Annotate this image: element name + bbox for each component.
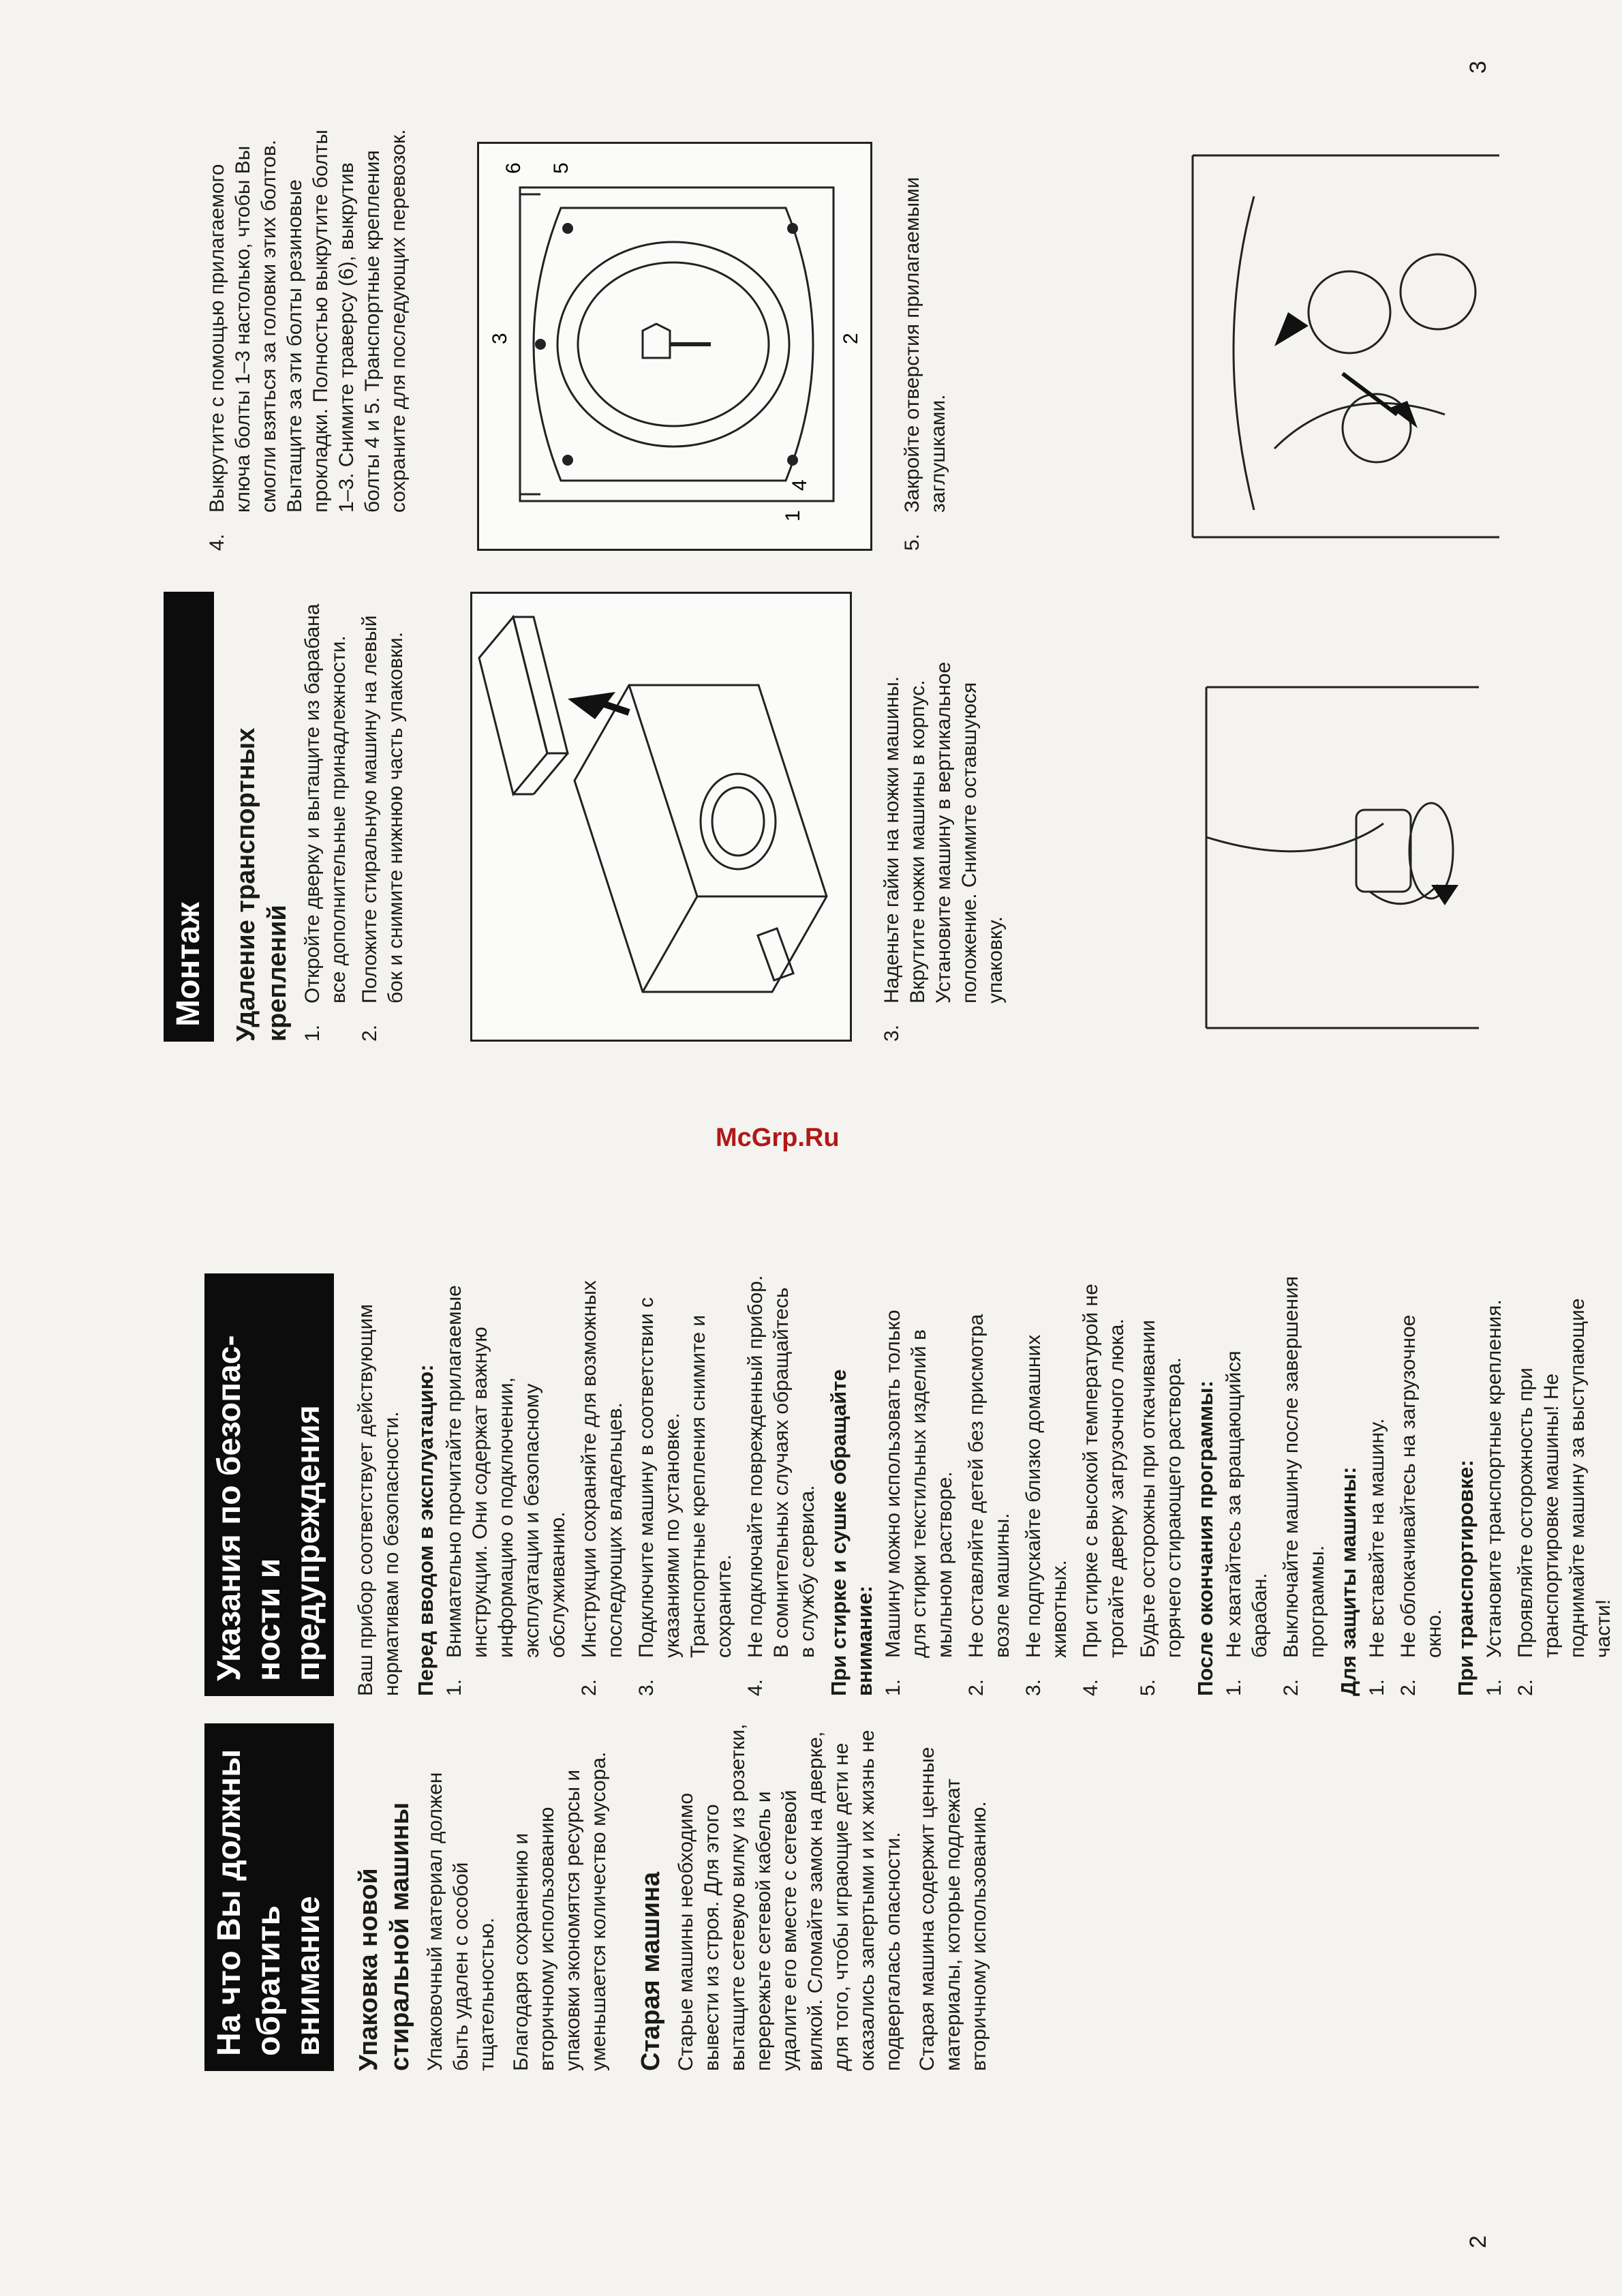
list-transport xyxy=(1482,1273,1617,1696)
list-item: 4. Не подключайте поврежденный прибор. В сомнительных случаях обращайтесь в службу сервиса. xyxy=(744,1275,818,1696)
list-item: 5. Закройте отверстия прилагаемыми заглушками. xyxy=(901,177,949,551)
list-item: 1. Не хватайтесь за вращающийся барабан. xyxy=(1223,1350,1271,1696)
section-header-safety: Указания по безопас- ности и предупреждения xyxy=(204,1273,334,1696)
list-item: 1. Откройте дверку и вытащите из барабана все дополнительные принадлежности. xyxy=(301,603,350,1042)
list-item: 1. Внимательно прочитайте прилагаемые инструкции. Они содержат важную информацию о подключении, эксплуатации и безопасному обслуживанию. xyxy=(443,1285,569,1696)
list-item: 3. Не подпускайте близко домашних животных. xyxy=(1022,1334,1071,1696)
bolt-label-6: 6 xyxy=(502,162,525,174)
heading-transport: При транспортировке: xyxy=(1454,1460,1478,1696)
list-item: 3. Подключите машину в соответствии с указаниями по установке. Транспортные крепления снимите и сохраните. xyxy=(635,1297,735,1696)
list-item: 2. Положите стиральную машину на левый бок и снимите нижнюю часть упаковки. xyxy=(358,615,407,1042)
rear-panel-illustration xyxy=(479,144,870,549)
list-protect-machine xyxy=(1364,1273,1448,1696)
figure-plugs xyxy=(1172,142,1527,551)
list-item: 1. Не вставайте на машину. xyxy=(1366,1418,1388,1696)
figure-machine-on-side xyxy=(470,592,852,1042)
list-item: 2. Инструкции сохраняйте для возможных последующих владельцев. xyxy=(578,1280,626,1696)
list-item: 5. Будьте осторожны при откачивании горячего стирающего раствора. xyxy=(1137,1320,1185,1696)
heading-wash-dry: При стирке и сушке обращайте внимание: xyxy=(827,1369,876,1696)
section-header-installation: Монтаж xyxy=(164,592,214,1042)
list-install-step-3 xyxy=(879,592,1009,1042)
heading-protect-machine: Для защиты машины: xyxy=(1336,1466,1360,1696)
watermark-logo: McGrp.Ru xyxy=(716,1123,840,1152)
paragraph-old-machine-1: Старые машины необходимо вывести из строя. Для этого вытащите сетевую вилку из розетки, перережьте сетевой кабель и удалите его вместе с сетевой вилкой. Сломайте замок на дверке, для того, чтобы играющие дети не оказались запертыми и их жизнь не подвергалась опасности. xyxy=(675,1723,904,2071)
list-item: 2. Выключайте машину после завершения программы. xyxy=(1280,1275,1328,1696)
list-item: 2. Не облокачивайтесь на загрузочное окно. xyxy=(1397,1314,1445,1696)
list-install-step-5 xyxy=(900,115,951,551)
column-4-lower xyxy=(900,115,957,551)
bolt-label-3: 3 xyxy=(489,333,511,344)
heading-new-machine-packaging: Упаковка новой стиральной машины xyxy=(354,1802,414,2071)
column-2 xyxy=(204,1273,1622,1696)
page-number-left: 2 xyxy=(1465,2235,1491,2248)
heading-remove-transport-bolts: Удаление транспортных креплений xyxy=(232,727,292,1042)
list-item: 1. Машину можно использовать только для стирки текстильных изделий в мыльном растворе. xyxy=(882,1310,956,1696)
list-install-step-4 xyxy=(204,115,412,551)
foot-nut-illustration xyxy=(1179,592,1493,1042)
bolt-label-1: 1 xyxy=(782,510,804,522)
section-header-attention: На что Вы должны обратить внимание xyxy=(204,1723,334,2071)
figure-foot-nut xyxy=(1179,592,1493,1042)
list-item: 4. Выкрутите с помощью прилагаемого ключа болты 1–3 настолько, чтобы Вы смогли взяться за головки этих болтов. Вытащите за эти болты резиновые прокладки. Полностью выкрутите болты 1–3. Снимите траверсу (6), выкрутив болты 4 и 5. Транспортные крепления сохраните для последующих перевозок. xyxy=(206,129,410,551)
list-before-use xyxy=(442,1273,821,1696)
list-item: 3. Наденьте гайки на ножки машины. Вкрутите ножки машины в корпус. Установите машину в вертикальное положение. Снимите оставшуюся упаковку. xyxy=(881,661,1007,1042)
list-after-program xyxy=(1221,1273,1330,1696)
column-3 xyxy=(164,592,414,1042)
bolt-label-4: 4 xyxy=(789,479,811,491)
machine-packaging-illustration xyxy=(472,594,850,1040)
plugs-illustration xyxy=(1172,142,1527,551)
list-item: 1. Установите транспортные крепления. xyxy=(1483,1299,1505,1696)
column-3-lower xyxy=(879,592,1014,1042)
paragraph-packaging-1: Упаковочный материал должен быть удален с особой тщательностью. xyxy=(424,1772,498,2071)
list-install-steps-1-2 xyxy=(300,592,409,1042)
list-item: 2. Не оставляйте детей без присмотра возле машины. xyxy=(965,1314,1013,1696)
heading-after-program: После окончания программы: xyxy=(1193,1380,1217,1696)
heading-before-use: Перед вводом в эксплуатацию: xyxy=(414,1364,438,1696)
list-item: 4. При стирке с высокой температурой не трогайте дверку загрузочного люка. xyxy=(1080,1284,1128,1696)
paragraph-packaging-2: Благодаря сохранению и вторичному использованию упаковки экономятся ресурсы и уменьшается количество мусора. xyxy=(510,1751,610,2071)
column-4 xyxy=(204,115,417,551)
page-number-right: 3 xyxy=(1465,61,1491,74)
column-1 xyxy=(204,1723,1000,2071)
bolt-label-5: 5 xyxy=(550,162,572,174)
paragraph-safety-intro: Ваш прибор соответствует действующим нормативам по безопасности. xyxy=(354,1303,403,1696)
heading-old-machine: Старая машина xyxy=(637,1871,665,2071)
list-wash-dry xyxy=(881,1273,1187,1696)
bolt-label-2: 2 xyxy=(840,333,862,344)
figure-rear-bolts xyxy=(477,142,872,551)
paragraph-old-machine-2: Старая машина содержит ценные материалы, которые подлежат вторичному использованию. xyxy=(916,1747,990,2071)
list-item: 2. Проявляйте осторожность при транспортировке машины! Не поднимайте машину за выступающие части! xyxy=(1514,1298,1615,1696)
